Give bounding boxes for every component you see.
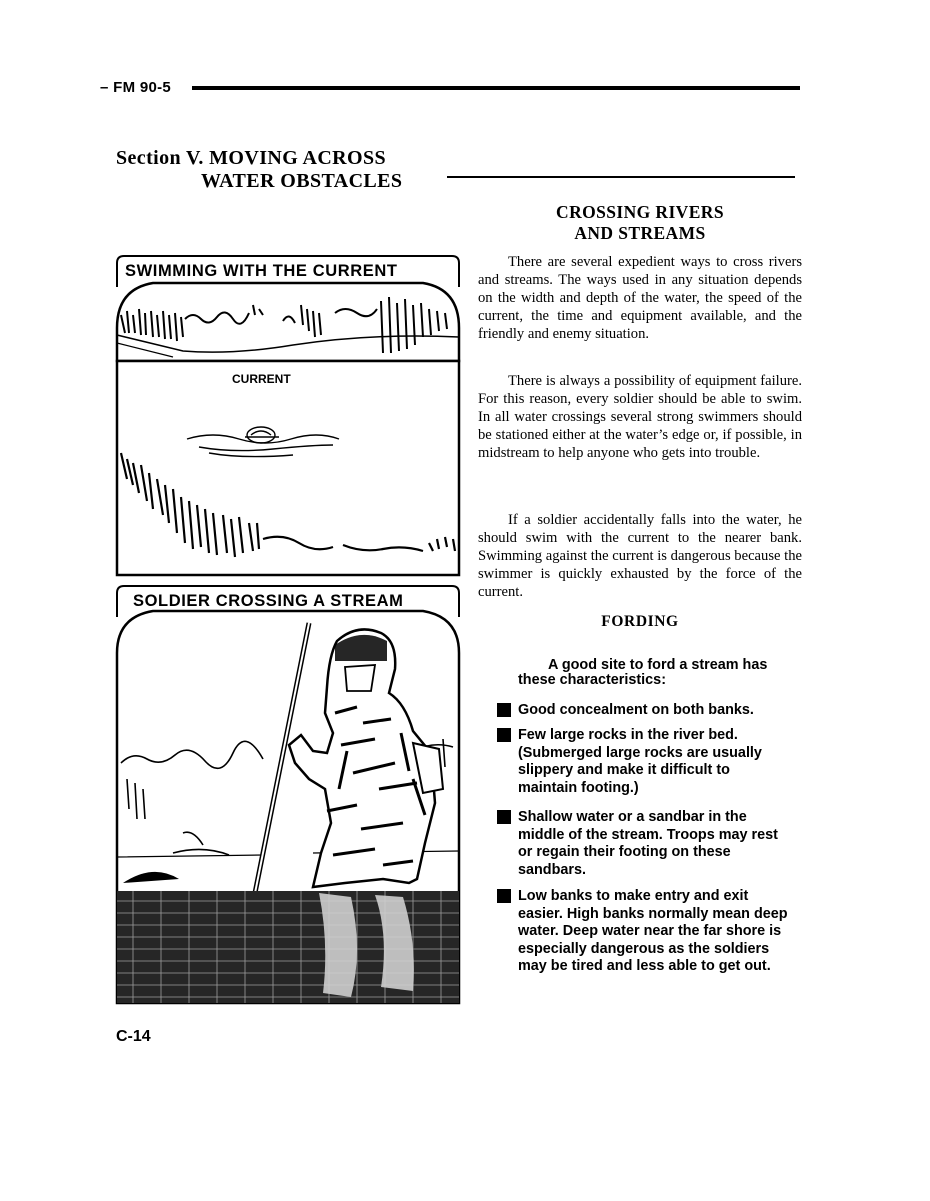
- fording-bullet: [497, 727, 793, 797]
- figure-crossing-title: SOLDIER CROSSING A STREAM: [133, 592, 404, 610]
- figure-swimming-with-current: [113, 253, 463, 578]
- square-bullet-icon: [497, 703, 511, 717]
- paragraph-text: If a soldier accidentally falls into the water, he should swim with the current to the nearer bank. Swimming against the current is dangerous because the swimmer is quickly exhausted by the force of the current.: [478, 512, 802, 600]
- paragraph-equipment-failure: [478, 373, 802, 463]
- fording-bullet-text: Good concealment on both banks.: [518, 702, 754, 718]
- fording-bullet: [497, 888, 793, 976]
- swimming-scene-panel: [117, 361, 459, 575]
- square-bullet-icon: [497, 810, 511, 824]
- section-title-line-1: Section V. MOVING ACROSS: [116, 147, 387, 169]
- fording-bullet-text: Shallow water or a sandbar in the middle of the stream. Troops may rest or regain their footing on these sandbars.: [518, 809, 778, 878]
- fording-intro: [518, 658, 793, 688]
- square-bullet-icon: [497, 889, 511, 903]
- far-bank-panel: [117, 283, 459, 361]
- figure-swimming-title: SWIMMING WITH THE CURRENT: [125, 262, 398, 280]
- paragraph-text: There are several expedient ways to cross rivers and streams. The ways used in any situation depends on the width and depth of the water, the speed of the current, the time and equipment available, and the friendly and enemy situation.: [478, 254, 802, 342]
- section-rule: [447, 176, 795, 178]
- fording-intro-text: A good site to ford a stream has these characteristics:: [518, 657, 768, 688]
- page-number: C-14: [116, 1028, 151, 1045]
- paragraph-text: There is always a possibility of equipment failure. For this reason, every soldier should be able to swim. In all water crossings several strong swimmers should be stationed either at the water’s edge or, if possible, in midstream to help anyone who gets into trouble.: [478, 373, 802, 461]
- column-heading: [478, 202, 802, 244]
- fording-bullet: [497, 809, 793, 879]
- column-heading-line-1: CROSSING RIVERS: [556, 202, 724, 222]
- figure-soldier-crossing-stream: [113, 583, 463, 1005]
- current-label: CURRENT: [232, 372, 291, 386]
- column-heading-line-2: AND STREAMS: [574, 223, 706, 243]
- running-header: – FM 90-5: [100, 79, 172, 96]
- fording-bullet-text: Low banks to make entry and exit easier. High banks normally mean deep water. Deep water near the far shore is especially dangerous as the soldiers may be tired and less able to get out.: [518, 888, 788, 975]
- section-title-line-2: WATER OBSTACLES: [201, 170, 403, 192]
- section-title: [116, 147, 402, 193]
- paragraph-fall-into-water: [478, 512, 802, 602]
- fording-bullet: [497, 702, 793, 720]
- paragraph-expedient-ways: [478, 254, 802, 344]
- header-rule: [192, 86, 800, 90]
- square-bullet-icon: [497, 728, 511, 742]
- fording-heading: FORDING: [601, 613, 679, 630]
- fording-bullet-text: Few large rocks in the river bed. (Submerged large rocks are usually slippery and make it difficult to maintain footing.): [518, 727, 762, 796]
